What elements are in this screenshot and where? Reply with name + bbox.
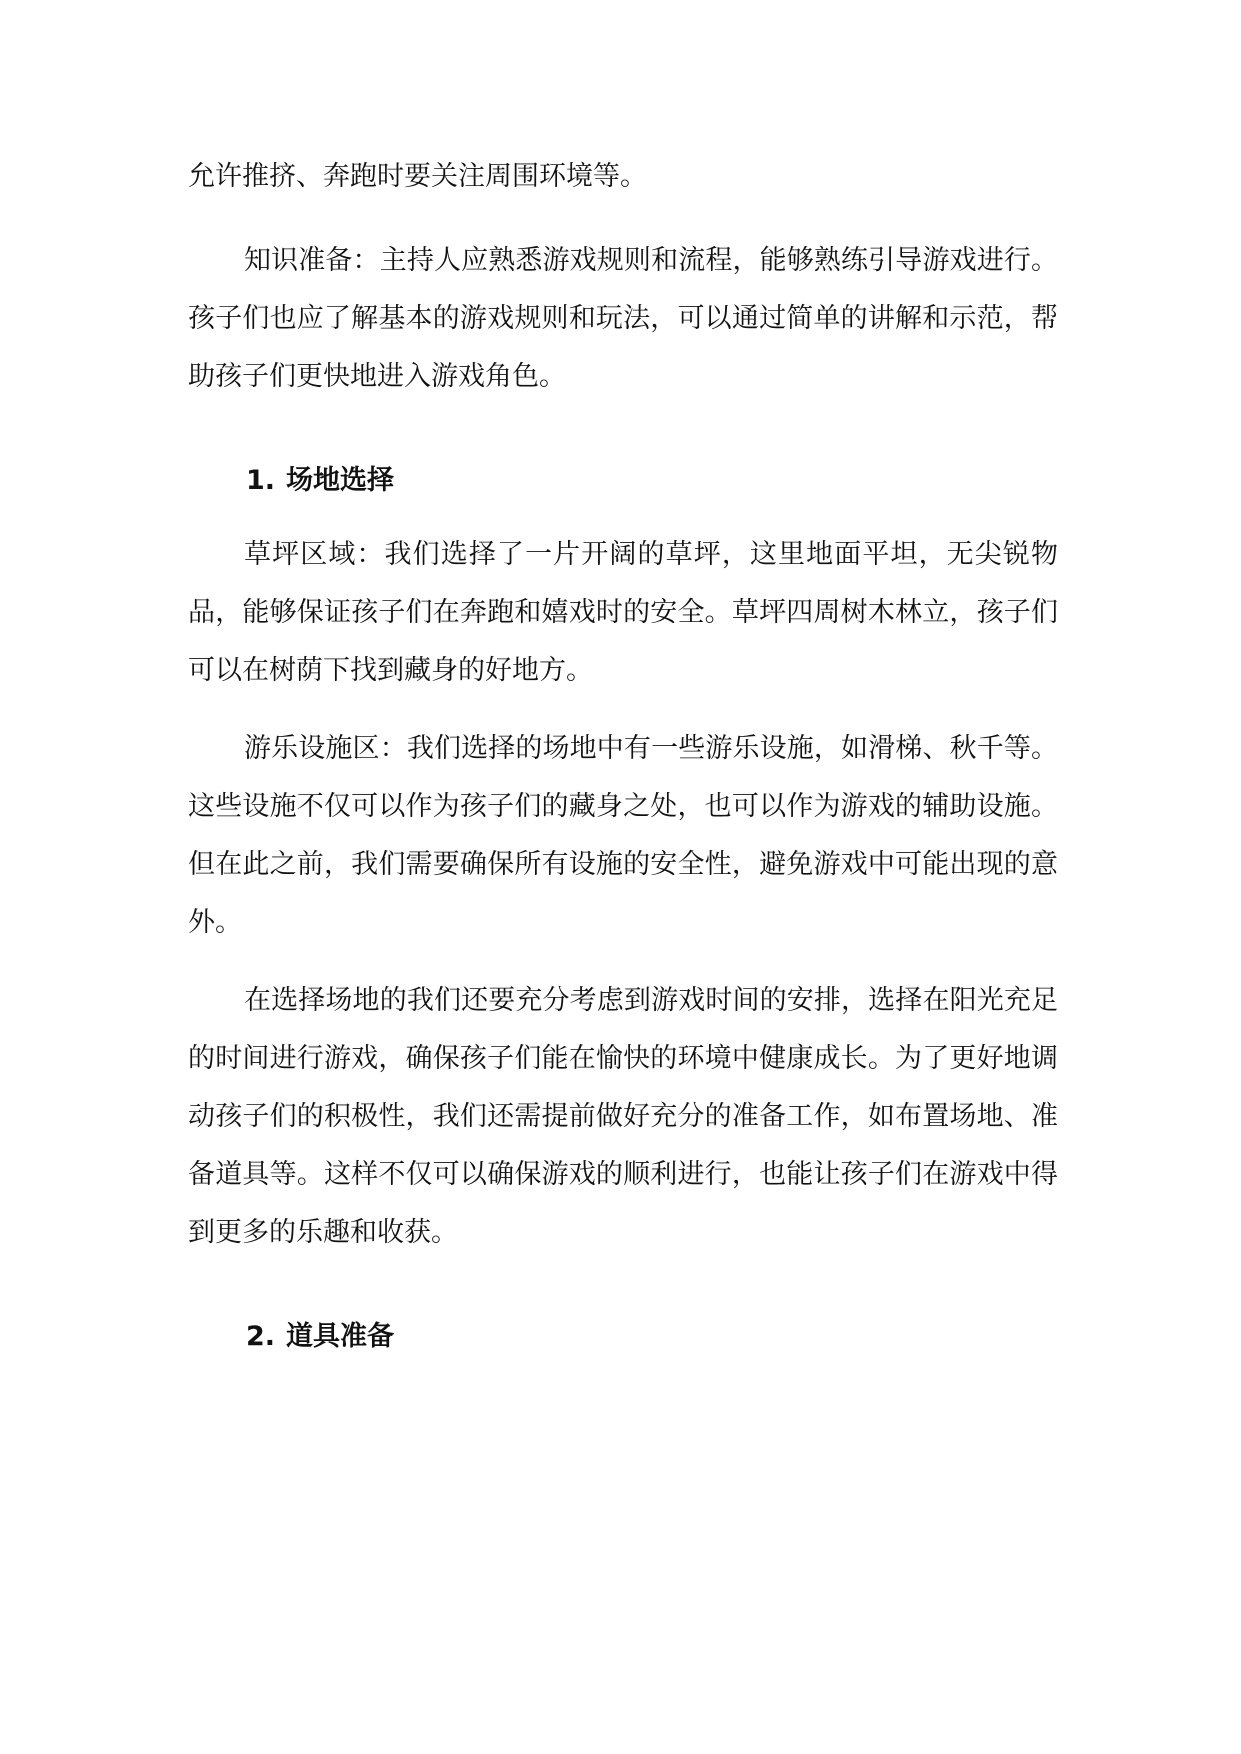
section-number: 2. <box>246 1321 276 1352</box>
paragraph-continuation: 允许推挤、奔跑时要关注周围环境等。 <box>188 161 647 192</box>
section-heading-venue <box>188 452 1058 510</box>
paragraph-venue-notes: 在选择场地的我们还要充分考虑到游戏时间的安排，选择在阳光充足的时间进行游戏，确保孩子们能在愉快的环境中健康成长。为了更好地调动孩子们的积极性，我们还需提前做好充分的准备工作，如布置场地、准备道具等。这样不仅可以确保游戏的顺利进行，也能让孩子们在游戏中得到更多的乐趣和收获。 <box>188 985 1058 1248</box>
paragraph-playground-area: 游乐设施区：我们选择的场地中有一些游乐设施，如滑梯、秋千等。这些设施不仅可以作为孩子们的藏身之处，也可以作为游戏的辅助设施。但在此之前，我们需要确保所有设施的安全性，避免游戏中可能出现的意外。 <box>188 733 1058 938</box>
section-title: 道具准备 <box>286 1321 394 1352</box>
document-body <box>188 148 1058 1366</box>
paragraph-knowledge-prep: 知识准备：主持人应熟悉游戏规则和流程，能够熟练引导游戏进行。孩子们也应了解基本的游戏规则和玩法，可以通过简单的讲解和示范，帮助孩子们更快地进入游戏角色。 <box>188 245 1058 392</box>
paragraph-lawn-area: 草坪区域：我们选择了一片开阔的草坪，这里地面平坦，无尖锐物品，能够保证孩子们在奔跑和嬉戏时的安全。草坪四周树木林立，孩子们可以在树荫下找到藏身的好地方。 <box>188 539 1058 686</box>
section-title: 场地选择 <box>286 465 394 496</box>
section-heading-props <box>188 1308 1058 1366</box>
section-number: 1. <box>246 465 276 496</box>
